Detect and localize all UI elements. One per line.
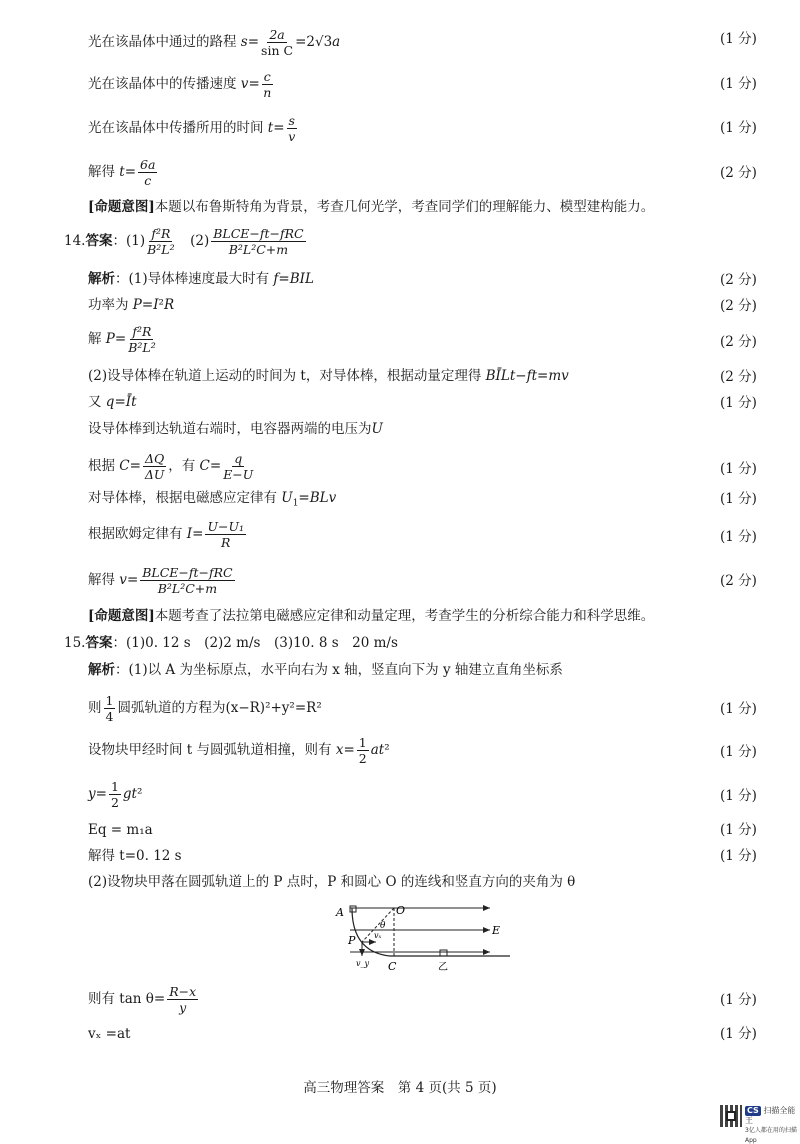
q14-a2: 功率为 P=I²R	[88, 297, 175, 313]
score: (1 分)	[720, 992, 757, 1008]
intent-14: [命题意图]本题考查了法拉第电磁感应定律和动量定理，考查学生的分析综合能力和科学思维。	[88, 608, 655, 624]
field-lines	[350, 908, 490, 952]
score: (2 分)	[720, 165, 757, 181]
line-speed: 光在该晶体中的传播速度 v= $\frac{c}{n}$	[88, 69, 272, 101]
score: (1 分)	[720, 529, 757, 545]
line-result: 解得 t= $\frac{6a}{c}$	[88, 157, 156, 189]
score: (1 分)	[720, 1026, 757, 1042]
q15-a2: 则 $\frac{1}{4}$ 圆弧轨道的方程为(x−R)²+y²=R²	[88, 693, 322, 725]
qr-code-center	[726, 1111, 736, 1121]
page-footer: 高三物理答案 第 4 页(共 5 页)	[303, 1080, 497, 1096]
q14-a6: 设导体棒到达轨道右端时，电容器两端的电压为U	[88, 421, 383, 437]
score: (1 分)	[720, 76, 757, 92]
cs-logo-icon: CS	[747, 1106, 759, 1115]
score: (1 分)	[720, 788, 757, 804]
score: (1 分)	[720, 701, 757, 717]
q14-a5: 又 q=Īt	[88, 394, 137, 410]
q14-answer: 14.答案：(1) $\frac{\text{f²R}}{\text{B²L²}}$ (2) $\frac{\text{BLCE−ft−fRC}}{\text{B²L²C+m}}$	[64, 226, 304, 258]
score: (1 分)	[720, 848, 757, 864]
block-yi	[440, 950, 447, 956]
q15-a4: y= $\frac{1}{2}$ gt²	[88, 779, 143, 811]
q15-a9: vₓ =at	[88, 1026, 131, 1042]
score: (2 分)	[720, 573, 757, 589]
q14-a4: (2)设导体棒在轨道上运动的时间为 t，对导体棒，根据动量定理得 BĪLt−ft=mv	[88, 368, 569, 384]
label-E: E	[492, 924, 501, 937]
score: (1 分)	[720, 744, 757, 760]
label-vx: vₓ	[374, 931, 382, 940]
score: (1 分)	[720, 31, 757, 47]
label-vy: v_y	[356, 959, 370, 968]
q14-a7: 根据 C= $\frac{\Delta Q}{\Delta U}$ ，有 C= $\frac{q}{E-U}$	[88, 451, 254, 483]
q14-a9: 根据欧姆定律有 I= $\frac{\text{U−U₁}}{R}$	[88, 519, 245, 551]
score: (1 分)	[720, 395, 757, 411]
score: (2 分)	[720, 298, 757, 314]
q14-a1: 解析：(1)导体棒速度最大时有 f=BIL	[88, 271, 314, 287]
label-P: P	[348, 934, 356, 947]
label-A: A	[336, 906, 344, 919]
q14-a10: 解得 v= $\frac{\text{BLCE−ft−fRC}}{\text{B²L²C+m}}$	[88, 565, 233, 597]
line-path: 光在该晶体中通过的路程 s= $\frac{2a}{\text{sin C}}$ =2√3a	[88, 27, 341, 59]
intent-13: [命题意图]本题以布鲁斯特角为背景，考查几何光学，考查同学们的理解能力、模型建构能力。	[88, 199, 655, 215]
score: (1 分)	[720, 461, 757, 477]
block-jia	[350, 906, 356, 912]
q15-a3: 设物块甲经时间 t 与圆弧轨道相撞，则有 x= $\frac{1}{2}$ at²	[88, 735, 390, 767]
score: (2 分)	[720, 272, 757, 288]
score: (2 分)	[720, 369, 757, 385]
track-diagram	[330, 898, 520, 978]
q15-a1: 解析：(1)以 A 为坐标原点，水平向右为 x 轴，竖直向下为 y 轴建立直角坐标系	[88, 662, 563, 678]
q15-a6: 解得 t=0. 12 s	[88, 848, 182, 864]
score: (2 分)	[720, 334, 757, 350]
q14-a3: 解 P= $\frac{\text{f²R}}{\text{B²L²}}$	[88, 324, 156, 356]
score: (1 分)	[720, 822, 757, 838]
scanner-watermark: CS 扫描全能王 3亿人都在用的扫描App	[745, 1106, 797, 1144]
q15-a8: 则有 tan θ= $\frac{R-x}{y}$	[88, 984, 197, 1016]
q15-a7: (2)设物块甲落在圆弧轨道上的 P 点时，P 和圆心 O 的连线和竖直方向的夹角为 θ	[88, 874, 576, 890]
score: (1 分)	[720, 120, 757, 136]
q15-a5: Eq = m₁a	[88, 822, 153, 838]
score: (1 分)	[720, 491, 757, 507]
label-theta: θ	[380, 921, 386, 931]
label-C: C	[388, 960, 397, 973]
q14-a8: 对导体棒，根据电磁感应定律有 $U_1=BLv$	[88, 490, 337, 509]
line-time: 光在该晶体中传播所用的时间 t= $\frac{s}{v}$	[88, 113, 296, 145]
label-yi: 乙	[438, 962, 448, 973]
label-O: O	[396, 904, 406, 917]
q15-answer: 15.答案：(1)0. 12 s (2)2 m/s (3)10. 8 s 20 m/s	[64, 635, 398, 651]
